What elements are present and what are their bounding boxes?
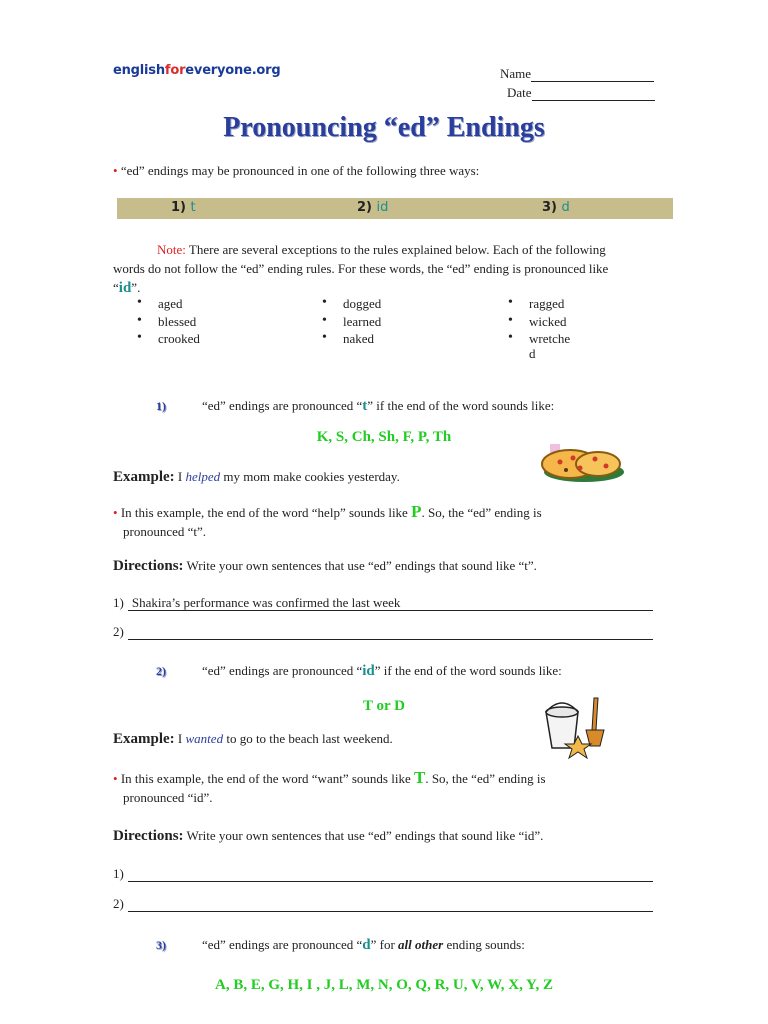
cookie-shape <box>576 452 620 476</box>
rule-2-post: ” if the end of the word sounds like: <box>374 663 562 678</box>
rule-1-answer-2[interactable] <box>113 624 653 640</box>
intro-text <box>113 163 479 179</box>
directions-text: Write your own sentences that use “ed” endings that sound like “id”. <box>183 828 544 843</box>
rule-1-explanation <box>113 502 633 541</box>
expl-letter: T <box>413 768 426 787</box>
example-post: to go to the beach last weekend. <box>223 731 393 746</box>
list-item: • learned <box>320 314 381 332</box>
answer-field[interactable] <box>128 866 653 882</box>
rule-2-explanation <box>113 768 633 807</box>
answer-number: 1) <box>113 866 124 881</box>
name-label: Name <box>500 66 532 81</box>
expl-bullet: • <box>113 505 118 520</box>
name-blank[interactable] <box>531 69 654 82</box>
answer-number: 2) <box>113 896 124 911</box>
expl-pre: In this example, the end of the word “help” sounds like <box>120 505 412 520</box>
chip-shape <box>593 457 598 462</box>
site-brand <box>113 63 280 78</box>
list-item: • blessed <box>135 314 200 332</box>
way-1-num: 1) <box>171 200 186 215</box>
rule-3-number: 3) <box>156 938 166 952</box>
shovel-handle <box>592 698 598 730</box>
list-item: • ragged <box>506 296 570 314</box>
brand-english: english <box>113 63 165 78</box>
rule-1-pre: “ed” endings are pronounced “ <box>202 398 363 413</box>
answer-number: 1) <box>113 595 124 610</box>
note-label: Note: <box>157 242 186 257</box>
way-1 <box>171 200 196 215</box>
brand-for: for <box>164 63 186 78</box>
rule-1-directions <box>113 558 537 575</box>
answer-number: 2) <box>113 624 124 639</box>
sand-bucket-illustration <box>538 690 618 762</box>
way-2-num: 2) <box>357 200 372 215</box>
list-item: • aged <box>135 296 200 314</box>
rule-2-number: 2) <box>156 664 166 678</box>
exceptions-col-3 <box>506 296 570 362</box>
note-close: ”. <box>131 280 141 295</box>
note-id: id <box>118 280 132 296</box>
exceptions-col-1 <box>135 296 200 349</box>
exceptions-col-2 <box>320 296 381 349</box>
directions-text: Write your own sentences that use “ed” endings that sound like “t”. <box>183 558 537 573</box>
answer-field[interactable] <box>128 896 653 912</box>
expl-post: . So, the “ed” ending is <box>425 771 546 786</box>
example-pre: I <box>174 731 186 746</box>
rule-3-symbol: d <box>362 937 371 953</box>
rule-3-sounds: A, B, E, G, H, I , J, L, M, N, O, Q, R, U, V, W, X, Y, Z <box>215 977 553 993</box>
note-paragraph <box>113 240 633 298</box>
rule-1-symbol: t <box>362 398 368 414</box>
cookies-illustration <box>540 444 624 486</box>
rule-1-example <box>113 469 400 486</box>
rule-2-sounds: T or D <box>363 698 405 714</box>
expl-bullet: • <box>113 771 118 786</box>
example-word: wanted <box>185 731 224 746</box>
date-blank[interactable] <box>532 88 655 101</box>
rule-3-all-other: all other <box>398 937 444 952</box>
ways-bar <box>117 198 673 219</box>
brand-everyone: everyone.org <box>185 63 281 78</box>
intro-bullet: • <box>113 163 118 178</box>
example-pre: I <box>174 469 186 484</box>
expl-post: . So, the “ed” ending is <box>421 505 542 520</box>
page-title: Pronouncing “ed” Endings <box>223 112 545 143</box>
chip-shape <box>558 460 563 465</box>
example-label: Example: <box>113 731 175 747</box>
way-2 <box>357 200 388 215</box>
way-3-num: 3) <box>542 200 557 215</box>
rule-1-sounds: K, S, Ch, Sh, F, P, Th <box>316 429 452 445</box>
expl-pre: In this example, the end of the word “want” sounds like <box>120 771 414 786</box>
list-item-wrap: d <box>529 346 536 361</box>
expl-letter: P <box>411 502 422 521</box>
rule-3-post-c: ending sounds: <box>443 937 525 952</box>
way-3-sound: d <box>561 200 570 215</box>
way-3 <box>542 200 570 215</box>
expl-line2: pronounced “t”. <box>123 524 207 539</box>
bucket-rim <box>546 707 578 717</box>
rule-3-heading <box>156 937 525 954</box>
chip-shape <box>564 468 568 472</box>
example-word: helped <box>185 469 221 484</box>
rule-1-number: 1) <box>156 399 166 413</box>
list-item: • wicked <box>506 314 570 332</box>
list-item: • naked <box>320 331 381 349</box>
rule-3-post-a: ” for <box>370 937 399 952</box>
rule-3-pre: “ed” endings are pronounced “ <box>202 937 363 952</box>
chip-shape <box>578 466 583 471</box>
directions-label: Directions: <box>113 828 184 844</box>
rule-1-heading <box>156 398 554 415</box>
note-text: There are several exceptions to the rules explained below. Each of the following words do not follow the “ed” ending rules. For these words, the “ed” ending is pronounced like “ <box>113 242 609 295</box>
date-field[interactable] <box>507 85 655 101</box>
rule-2-answer-1[interactable] <box>113 866 653 882</box>
list-item: • dogged <box>320 296 381 314</box>
way-2-sound: id <box>376 200 389 215</box>
rule-1-post: ” if the end of the word sounds like: <box>367 398 555 413</box>
list-item: • crooked <box>135 331 200 349</box>
name-field[interactable] <box>500 66 654 82</box>
answer-field[interactable]: Shakira’s performance was confirmed the last week <box>128 595 653 611</box>
example-post: my mom make cookies yesterday. <box>220 469 400 484</box>
chip-shape <box>604 464 609 469</box>
chip-shape <box>571 456 576 461</box>
expl-line2: pronounced “id”. <box>123 790 213 805</box>
way-1-sound: t <box>190 200 196 215</box>
list-item: • wretche <box>506 331 570 346</box>
rule-2-pre: “ed” endings are pronounced “ <box>202 663 363 678</box>
intro-label: “ed” endings may be pronounced in one of the following three ways: <box>120 163 480 178</box>
rule-1-answer-1[interactable] <box>113 595 653 611</box>
answer-field[interactable] <box>128 624 653 640</box>
example-label: Example: <box>113 469 175 485</box>
date-label: Date <box>507 85 532 100</box>
rule-2-heading <box>156 663 562 680</box>
rule-2-directions <box>113 828 543 845</box>
directions-label: Directions: <box>113 558 184 574</box>
rule-2-example <box>113 731 393 748</box>
rule-2-answer-2[interactable] <box>113 896 653 912</box>
rule-2-symbol: id <box>362 663 375 679</box>
